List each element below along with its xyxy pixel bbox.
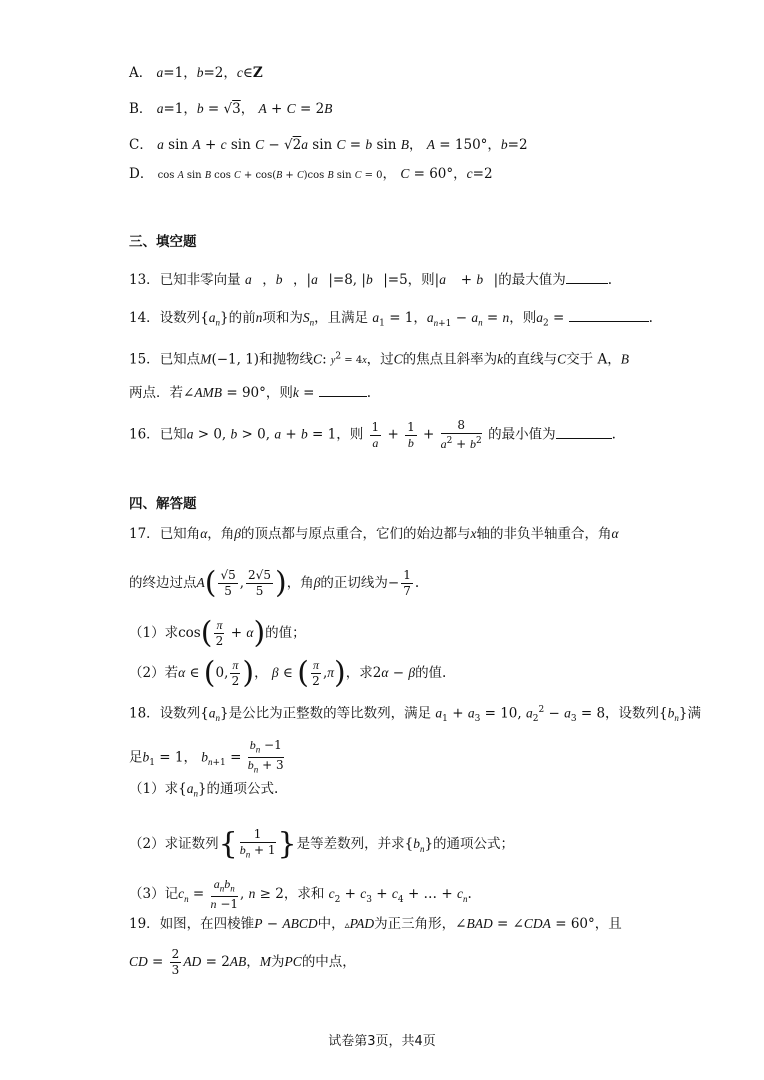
section-heading-fill: 三、填空题 (129, 234, 197, 250)
question-13: 13．已知非零向量 a⃗，b⃗，|a⃗|=8, |b⃗|=5，则|a⃗ + b⃗|的最大值为 . (129, 272, 612, 288)
question-18-line2: 足$b_1 = 1$， $b_{n+1}$ = $\frac{b_n -1}{b_n + 3}$ (129, 738, 284, 775)
section-heading-solve: 四、解答题 (129, 496, 197, 512)
question-14: 14．设数列$\{a_n\}$的前n项和为$S_n$，且满足 $a_1 = 1$，$a_{n+1} - a_n = n$，则$a_2$ = . (129, 310, 653, 329)
question-18-part2: （2）求证数列{ $\frac{1}{b_n + 1}$ }是等差数列，并求$\{b_n\}$的通项公式； (129, 826, 515, 862)
option-b: B． a=1，b = √3， A + C = 2B (129, 101, 333, 117)
question-15-line2: 两点．若∠AMB = 90°，则k = . (129, 385, 372, 401)
question-19: 19．如图，在四棱锥P − ABCD中，▵PAD为正三角形，∠BAD = ∠CDA = 60°，且 (129, 916, 622, 932)
question-18: 18．设数列$\{a_n\}$是公比为正整数的等比数列，满足 $a_1 + a_3 = 10$, $a_2^2 - a_3 = 8$，设数列$\{b_n\}$满 (129, 705, 701, 725)
question-17-line2: 的终边过点A( $\frac{√5}{5}$ , $\frac{2√5}{5}$ )，角β的正切线为− $\frac{1}{7}$ . (129, 565, 420, 601)
question-19-line2: CD = $\frac{2}{3}$ AD = 2AB，M为PC的中点， (129, 947, 356, 977)
page-footer: 试卷第3页，共4页 (328, 1034, 436, 1049)
question-17-part1: （1）求cos( $\frac{\pi}{2}$ + α)的值； (129, 615, 306, 651)
question-16: 16．已知a > 0, b > 0, a + b = 1，则 $\frac{1}{a}$ + $\frac{1}{b}$ + $\frac{8}{a^2 + b^2}$ 的最小值为 . (129, 418, 616, 451)
question-15: 15．已知点M(−1, 1)和抛物线C: $y^2 = 4x$，过C的焦点且斜率为k的直线与C交于 A，B (129, 351, 629, 368)
option-d: D． cos A sin B cos C + cos(B + C)cos B sin C = 0， C = 60°，c=2 (129, 166, 493, 182)
question-18-part1: （1）求$\{a_n\}$的通项公式. (129, 781, 279, 799)
option-c: C． a sin A + c sin C − √2a sin C = b sin B， A = 150°，b=2 (129, 137, 528, 153)
question-17: 17．已知角α，角β的顶点都与原点重合，它们的始边都与x轴的非负半轴重合，角α (129, 526, 619, 542)
question-18-part3: （3）记$c_n$ = $\frac{a_nb_n}{n -1}$ , n ≥ 2，求和 $c_2 + c_3 + c_4$ + … + $c_n$. (129, 877, 472, 912)
option-a: A． a=1，b=2，c∈Z (129, 65, 263, 81)
question-17-part2: （2）若α ∈ (0, $\frac{\pi}{2}$ )， β ∈ ( $\frac{\pi}{2}$ ,π)，求2α − β的值. (129, 655, 447, 691)
